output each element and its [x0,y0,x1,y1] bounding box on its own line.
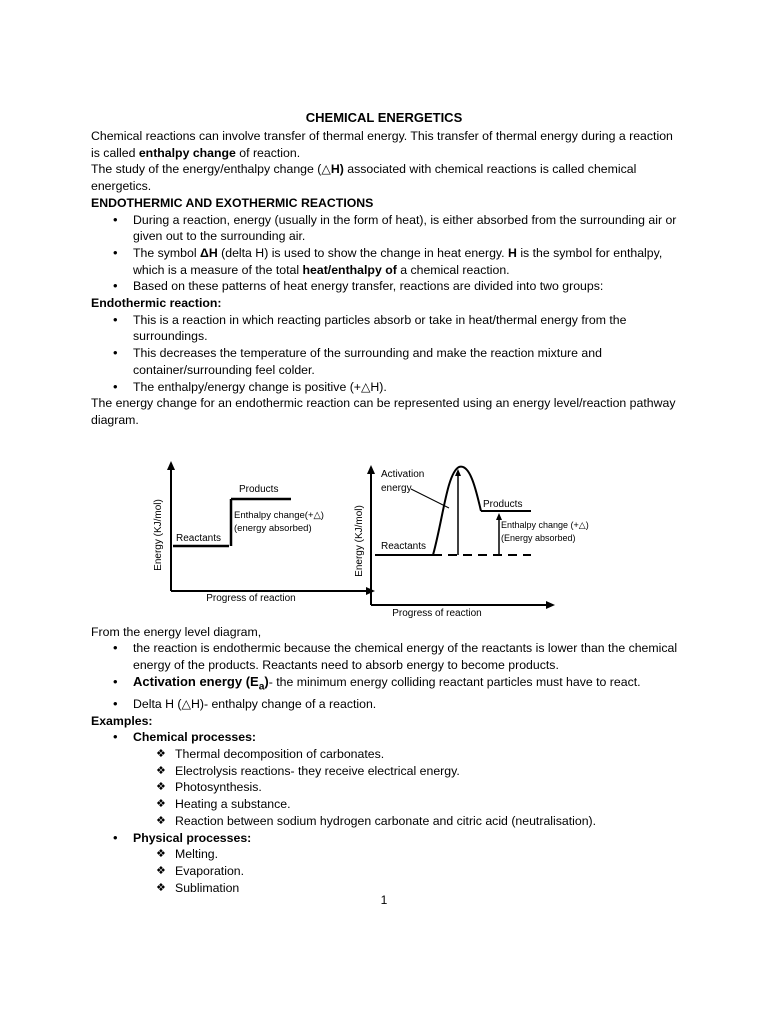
endothermic-bullet-2: • This decreases the temperature of the surrounding and make the reaction mixture and container/surrounding feel colder. [133,345,681,378]
intro-text: Chemical reactions can involve transfer of thermal energy. This transfer of thermal energy during a reaction is called [91,129,673,160]
activation-subscript: a [258,681,265,693]
section-bullet-3: • Based on these patterns of heat energy transfer, reactions are divided into two groups: [133,278,681,295]
diagram2-energy-label: energy [381,482,412,494]
diagram1-products-label: Products [239,483,279,495]
diagram1-y-arrow [167,461,175,470]
diagram-bullet-3: • Delta H (△H)- enthalpy change of a reaction. [133,696,681,713]
diagram2-reactants-label: Reactants [381,540,427,552]
diagram2-activation-pointer [411,489,449,508]
energy-level-diagrams-svg [91,429,681,624]
chemical-processes-heading: Chemical processes: [133,730,257,745]
bullet-text: (delta H) is used to show the change in heat energy. [217,245,509,260]
endothermic-bullet-3: • The enthalpy/energy change is positive (+△H). [133,379,681,396]
diagram2-y-label: Energy (KJ/mol) [354,504,365,577]
chemical-item-1: ❖ Thermal decomposition of carbonates. [175,746,681,763]
physical-item-1: ❖ Melting. [175,846,681,863]
intro2-text: The study of the energy/enthalpy change ( [91,162,322,177]
chemical-processes-list [133,746,681,830]
diagram2-y-arrow [367,465,375,474]
intro-text-end: of reaction. [235,145,301,160]
examples-heading: Examples: [91,713,153,728]
intro-paragraph-1 [91,128,681,161]
diagram-bullet-2 [133,674,681,696]
activation-energy-term: Activation energy (E [133,673,259,689]
physical-item-2: ❖ Evaporation. [175,863,681,880]
section-bullet-1: • During a reaction, energy (usually in the form of heat), is either absorbed from the surrounding air or given out to the surrounding air. [133,212,681,245]
page-title: CHEMICAL ENERGETICS [305,110,463,125]
chemical-item-2: ❖ Electrolysis reactions- they receive electrical energy. [175,763,681,780]
diagram-2 [354,465,589,619]
diagram2-enthalpy-change: Enthalpy change (+△) [501,519,589,530]
intro-bold-term: enthalpy change [138,145,236,160]
diagram2-x-label: Progress of reaction [392,607,482,619]
diagram1-y-label: Energy (KJ/mol) [153,498,164,571]
endothermic-bullet-1: • This is a reaction in which reacting particles absorb or take in heat/thermal energy from the surroundings. [133,312,681,345]
document-body [91,128,681,896]
diagram-bullet-list [91,640,681,712]
chemical-processes-item [133,729,681,829]
intro-paragraph-2 [91,161,681,194]
intro2-bold-symbol: △H) [321,162,344,177]
diagram1-reactants-label: Reactants [176,532,222,544]
chemical-item-5: ❖ Reaction between sodium hydrogen carbonate and citric acid (neutralisation). [175,813,681,830]
section-heading: ENDOTHERMIC AND EXOTHERMIC REACTIONS [91,195,374,210]
diagram1-energy-absorbed: (energy absorbed) [234,522,312,534]
endothermic-heading: Endothermic reaction: [91,296,222,311]
h-symbol: H [508,245,517,260]
bullet-text: The symbol [133,245,200,260]
delta-h-symbol: ΔH [199,245,218,260]
diagram-bullet-1: • the reaction is endothermic because the chemical energy of the reactants is lower than the chemical energy of the products. Reactants need to absorb energy to become products. [133,640,681,673]
diagram2-products-label: Products [483,498,523,510]
chemical-item-4: ❖ Heating a substance. [175,796,681,813]
endothermic-bullet-list [91,312,681,396]
physical-item-3: ❖ Sublimation [175,880,681,897]
from-diagram-intro: From the energy level diagram, [91,624,262,639]
section-bullet-2 [133,245,681,278]
intro2-text-end: associated with chemical reactions is called chemical energetics. [91,162,637,194]
endothermic-paragraph: The energy change for an endothermic reaction can be represented using an energy level/reaction pathway diagram. [91,396,676,427]
bullet-text: is the symbol for enthalpy, which is a measure of the total [133,245,663,277]
physical-processes-heading: Physical processes: [133,830,252,845]
diagram2-enthalpy-arrowhead [496,513,502,520]
activation-definition: - the minimum energy colliding reactant particles must have to react. [268,674,641,689]
activation-close-paren: ) [264,673,269,689]
examples-list [91,729,681,896]
diagram1-x-label: Progress of reaction [206,592,296,604]
energy-diagrams [91,429,681,624]
physical-processes-item [133,830,681,897]
diagram2-energy-absorbed: (Energy absorbed) [501,532,576,543]
diagram2-activation-label: Activation [381,468,425,480]
physical-processes-list [133,846,681,896]
page-number: 1 [380,893,388,907]
section-bullet-list [91,212,681,296]
bullet-text: a chemical reaction. [396,262,510,277]
diagram1-enthalpy-change: Enthalpy change(+△) [234,509,324,521]
diagram-1 [153,461,375,604]
diagram2-energy-curve [433,466,481,554]
chemical-item-3: ❖ Photosynthesis. [175,779,681,796]
diagram2-x-arrow [546,601,555,609]
bullet-bold-text: heat/enthalpy of [302,262,397,277]
